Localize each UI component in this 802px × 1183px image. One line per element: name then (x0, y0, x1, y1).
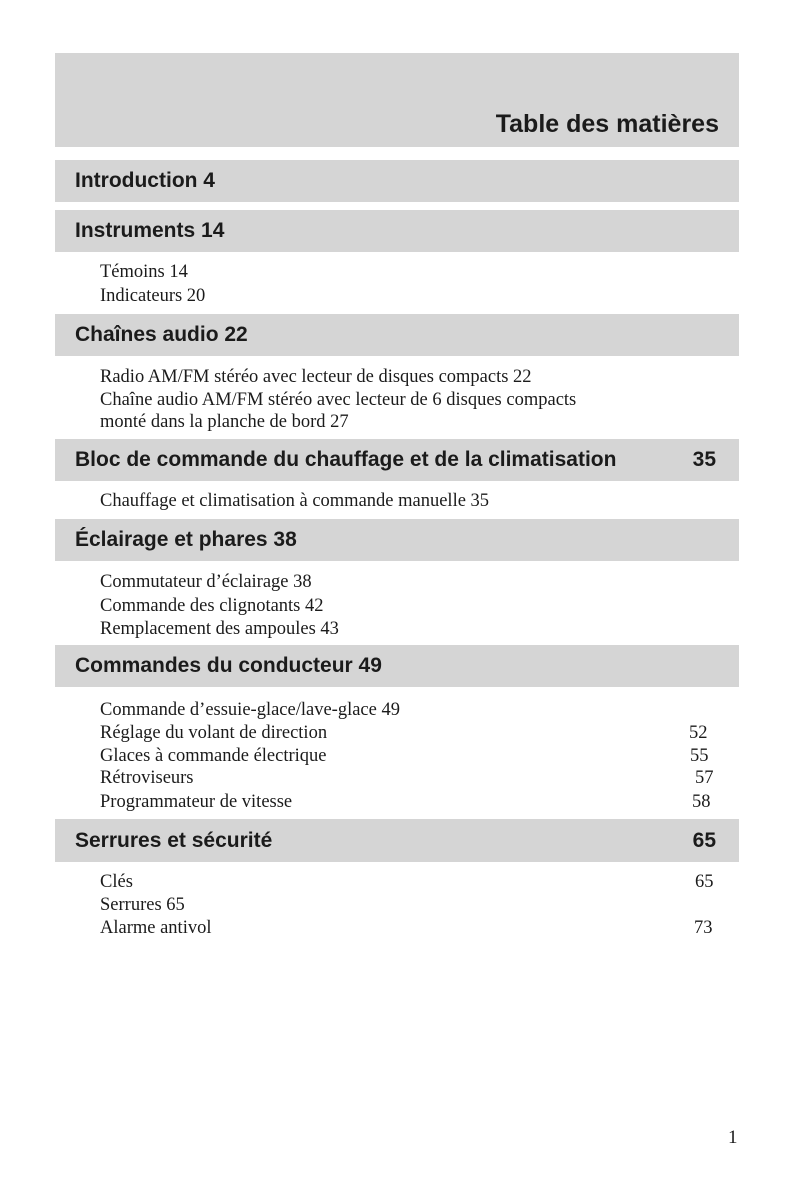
entry-page-programmateur: 58 (692, 792, 711, 812)
section-title-instruments: Instruments 14 (75, 219, 225, 242)
title-banner (55, 53, 739, 147)
entry-page-glaces: 55 (690, 746, 709, 766)
entry-volant: Réglage du volant de direction (100, 723, 328, 743)
entry-glaces: Glaces à commande électrique (100, 746, 327, 766)
section-title-climate: Bloc de commande du chauffage et de la climatisation (75, 448, 617, 471)
entry-programmateur: Programmateur de vitesse (100, 792, 293, 812)
section-title-security: Serrures et sécurité (75, 828, 273, 852)
section-security (55, 819, 739, 862)
section-title-audio: Chaînes audio 22 (75, 323, 248, 346)
section-climate (55, 439, 739, 481)
entry-commutateur: Commutateur d’éclairage 38 (100, 572, 312, 592)
entry-radio-cd: Radio AM/FM stéréo avec lecteur de disques compacts 22 (100, 367, 532, 387)
entry-chaine-6cd-cont: monté dans la planche de bord 27 (100, 412, 349, 432)
section-driver (55, 645, 739, 687)
entry-cles: Clés (100, 872, 133, 892)
entry-ampoules: Remplacement des ampoules 43 (100, 619, 339, 639)
entry-chaine-6cd: Chaîne audio AM/FM stéréo avec lecteur de 6 disques compacts (100, 390, 577, 410)
section-title-driver: Commandes du conducteur 49 (75, 654, 382, 677)
entry-essuie-glace: Commande d’essuie-glace/lave-glace 49 (100, 700, 400, 720)
entry-retroviseurs: Rétroviseurs (100, 768, 194, 788)
entry-alarme: Alarme antivol (100, 918, 212, 938)
section-title-introduction: Introduction 4 (75, 169, 215, 192)
page-title: Table des matières (495, 110, 719, 138)
section-page-climate: 35 (692, 448, 716, 471)
entry-clignotants: Commande des clignotants 42 (100, 596, 324, 616)
entry-page-alarme: 73 (694, 918, 713, 938)
section-instruments (55, 210, 739, 252)
entry-page-retroviseurs: 57 (695, 768, 714, 788)
section-title-lighting: Éclairage et phares 38 (75, 528, 297, 551)
page-number: 1 (728, 1127, 738, 1148)
section-audio (55, 314, 739, 356)
entry-indicateurs: Indicateurs 20 (100, 286, 206, 306)
section-lighting (55, 519, 739, 561)
entry-chauffage-manuel: Chauffage et climatisation à commande manuelle 35 (100, 491, 490, 511)
entry-temoins: Témoins 14 (100, 262, 188, 282)
section-introduction (55, 160, 739, 202)
section-page-security: 65 (692, 828, 716, 852)
entry-page-cles: 65 (695, 872, 714, 892)
entry-serrures: Serrures 65 (100, 895, 185, 915)
entry-page-volant: 52 (689, 723, 708, 743)
